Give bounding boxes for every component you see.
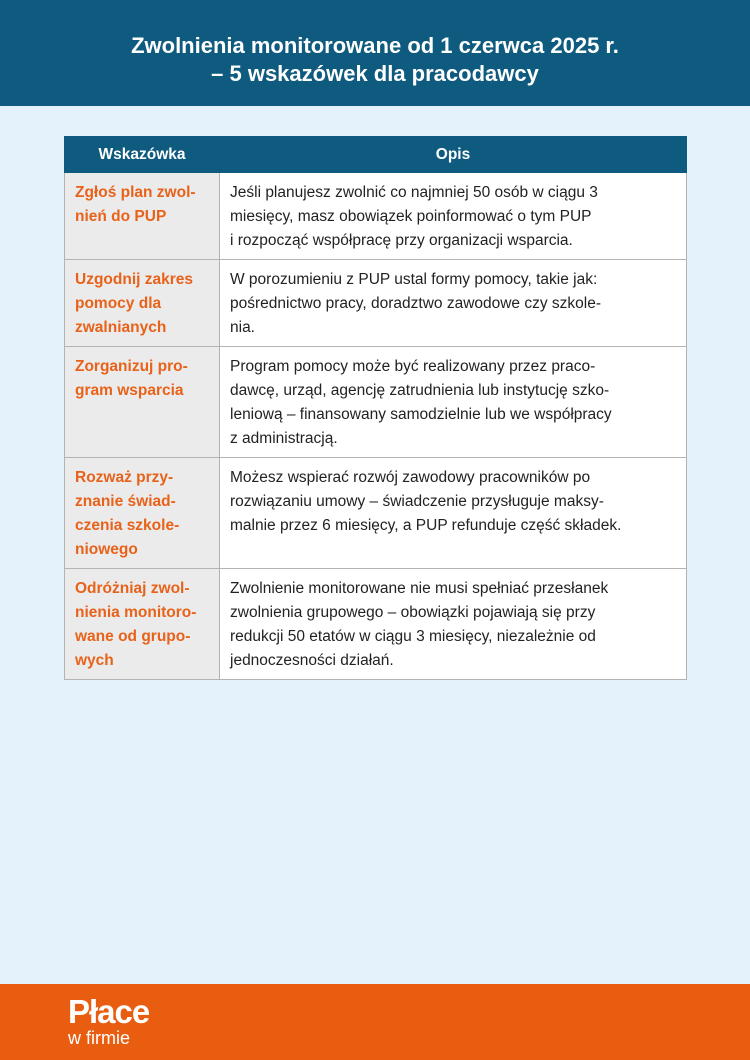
description-text-line: Program pomocy może być realizowany przez praco- — [230, 358, 596, 375]
tip-text-line: czenia szkole- — [75, 517, 180, 534]
description-text-line: Zwolnienie monitorowane nie musi spełniać przesłanek — [230, 580, 609, 597]
tip-text-line: Zgłoś plan zwol- — [75, 184, 196, 201]
tip-text-line: wane od grupo- — [75, 628, 191, 645]
description-cell — [220, 173, 687, 260]
table-header-row — [65, 137, 687, 173]
description-text-line: Jeśli planujesz zwolnić co najmniej 50 osób w ciągu 3 — [230, 184, 598, 201]
tip-cell — [65, 458, 220, 569]
table-body — [65, 173, 687, 680]
description-text-line: i rozpocząć współpracę przy organizacji wsparcia. — [230, 232, 573, 249]
tip-text-line: nień do PUP — [75, 208, 167, 225]
description-text-line: miesięcy, masz obowiązek poinformować o tym PUP — [230, 208, 592, 225]
description-text-line: W porozumieniu z PUP ustal formy pomocy, takie jak: — [230, 271, 598, 288]
description-text-line: z administracją. — [230, 430, 338, 447]
tip-text-line: zwalnianych — [75, 319, 167, 336]
description-cell — [220, 458, 687, 569]
description-cell — [220, 347, 687, 458]
tip-cell — [65, 347, 220, 458]
description-text-line: rozwiązaniu umowy – świadczenie przysługuje maksy- — [230, 493, 604, 510]
description-cell — [220, 260, 687, 347]
description-cell — [220, 569, 687, 680]
tip-text-line: Rozważ przy- — [75, 469, 174, 486]
tip-text-line: Uzgodnij zakres — [75, 271, 193, 288]
description-text-line: jednoczesności działań. — [230, 652, 394, 669]
description-text-line: zwolnienia grupowego – obowiązki pojawiają się przy — [230, 604, 596, 621]
tips-table — [64, 136, 687, 680]
tip-text-line: Zorganizuj pro- — [75, 358, 188, 375]
tip-text-line: niowego — [75, 541, 138, 558]
table-row — [65, 347, 687, 458]
tip-text-line: znanie świad- — [75, 493, 176, 510]
brand-logo — [68, 994, 168, 1052]
table-row — [65, 458, 687, 569]
tip-cell — [65, 173, 220, 260]
page-title-line-1: Zwolnienia monitorowane od 1 czerwca 2025 r. — [131, 33, 619, 58]
header-banner — [0, 0, 750, 106]
tip-cell — [65, 260, 220, 347]
tip-text-line: gram wsparcia — [75, 382, 184, 399]
logo-word-place: Płace — [68, 993, 150, 1030]
tip-text-line: Odróżniaj zwol- — [75, 580, 190, 597]
description-text-line: dawcę, urząd, agencję zatrudnienia lub instytucję szko- — [230, 382, 610, 399]
tip-text-line: nienia monitoro- — [75, 604, 197, 621]
description-text-line: leniową – finansowany samodzielnie lub we współpracy — [230, 406, 612, 423]
description-text-line: nia. — [230, 319, 255, 336]
table-row — [65, 260, 687, 347]
column-header-desc: Opis — [220, 137, 687, 173]
description-text-line: pośrednictwo pracy, doradztwo zawodowe czy szkole- — [230, 295, 602, 312]
table-row — [65, 173, 687, 260]
description-text-line: redukcji 50 etatów w ciągu 3 miesięcy, niezależnie od — [230, 628, 596, 645]
column-header-tip: Wskazówka — [65, 137, 220, 173]
description-text-line: Możesz wspierać rozwój zawodowy pracowników po — [230, 469, 591, 486]
description-text-line: malnie przez 6 miesięcy, a PUP refunduje część składek. — [230, 517, 622, 534]
page-title-line-2: – 5 wskazówek dla pracodawcy — [211, 61, 539, 86]
tip-text-line: wych — [75, 652, 114, 669]
tip-text-line: pomocy dla — [75, 295, 162, 312]
footer-bar — [0, 984, 750, 1060]
tip-cell — [65, 569, 220, 680]
logo-word-w-firmie: w firmie — [68, 1028, 130, 1048]
table-row — [65, 569, 687, 680]
